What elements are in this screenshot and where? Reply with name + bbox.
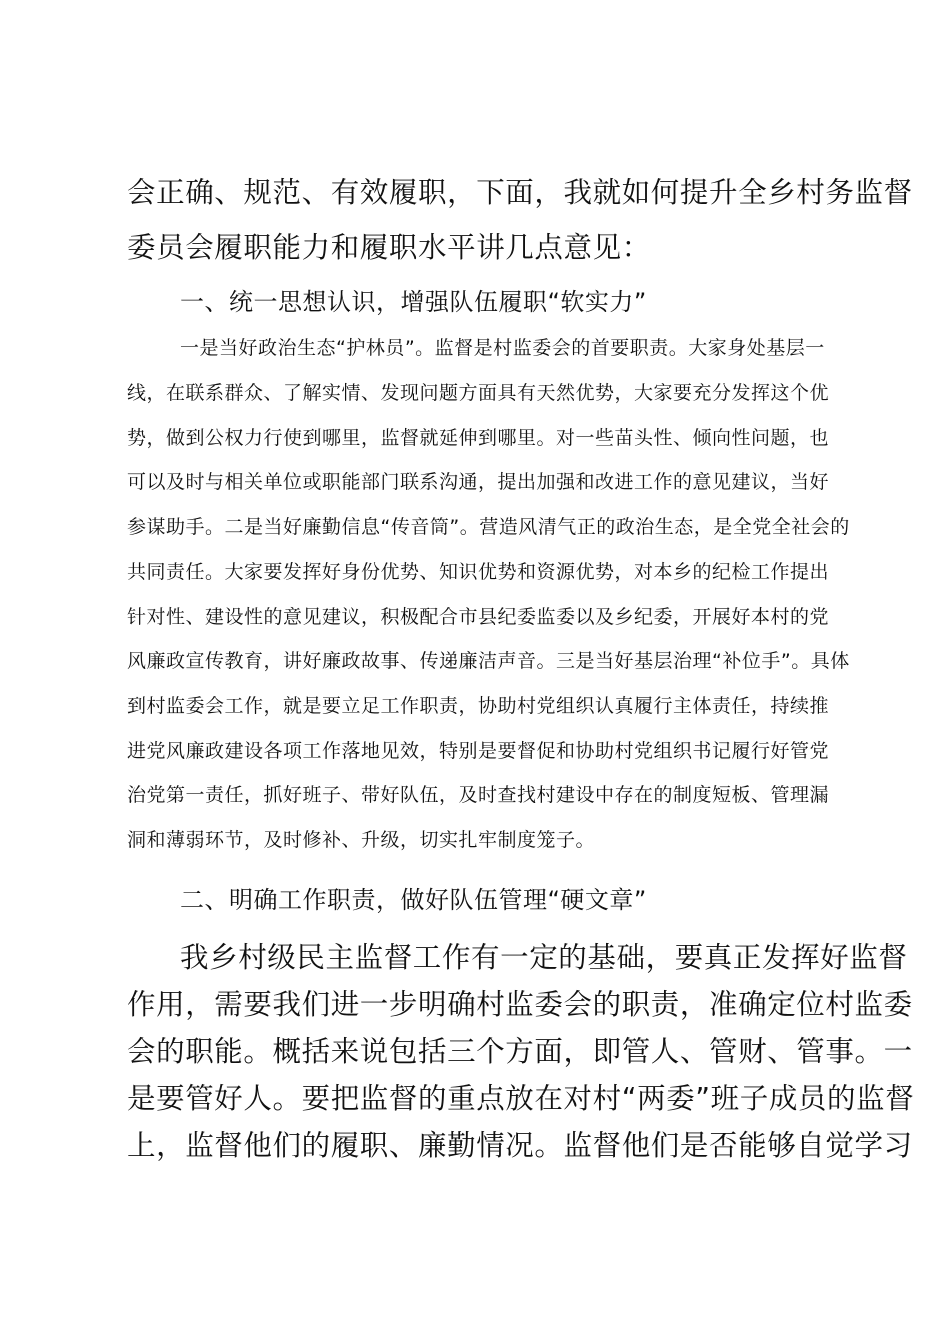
section-1-line-6: 共同责任。大家要发挥好身份优势、知识优势和资源优势，对本乡的纪检工作提出 <box>127 561 830 583</box>
intro-line-2: 委员会履职能力和履职水平讲几点意见： <box>127 231 651 264</box>
section-1-line-8: 风廉政宣传教育，讲好廉政故事、传递廉洁声音。三是当好基层治理“补位手”。具体 <box>127 650 850 672</box>
section-2-line-3: 会的职能。概括来说包括三个方面，即管人、管财、管事。一 <box>127 1035 913 1068</box>
section-1-line-5: 参谋助手。二是当好廉勤信息“传音筒”。营造风清气正的政治生态，是全党全社会的 <box>127 516 850 538</box>
section-1-line-10: 进党风廉政建设各项工作落地见效，特别是要督促和协助村党组织书记履行好管党 <box>127 740 830 762</box>
section-2-line-4: 是要管好人。要把监督的重点放在对村“两委”班子成员的监督 <box>127 1082 915 1115</box>
intro-line-1: 会正确、规范、有效履职，下面，我就如何提升全乡村务监督 <box>127 176 913 209</box>
section-2-heading: 二、明确工作职责，做好队伍管理“硬文章” <box>180 886 647 914</box>
section-1-heading: 一、统一思想认识，增强队伍履职“软实力” <box>180 288 647 316</box>
section-1-line-7: 针对性、建设性的意见建议，积极配合市县纪委监委以及乡纪委，开展好本村的党 <box>127 606 830 628</box>
section-1-line-1: 一是当好政治生态“护林员”。监督是村监委会的首要职责。大家身处基层一 <box>180 337 825 359</box>
section-1-line-2: 线，在联系群众、了解实情、发现问题方面具有天然优势，大家要充分发挥这个优 <box>127 382 830 404</box>
section-2-line-1: 我乡村级民主监督工作有一定的基础，要真正发挥好监督 <box>180 941 908 974</box>
section-1-line-9: 到村监委会工作，就是要立足工作职责，协助村党组织认真履行主体责任，持续推 <box>127 695 830 717</box>
section-1-line-3: 势，做到公权力行使到哪里，监督就延伸到哪里。对一些苗头性、倾向性问题，也 <box>127 427 830 449</box>
section-1-line-4: 可以及时与相关单位或职能部门联系沟通，提出加强和改进工作的意见建议，当好 <box>127 471 830 493</box>
section-2-line-5: 上，监督他们的履职、廉勤情况。监督他们是否能够自觉学习 <box>127 1129 913 1162</box>
section-1-line-12: 洞和薄弱环节，及时修补、升级，切实扎牢制度笼子。 <box>127 829 596 851</box>
section-2-line-2: 作用，需要我们进一步明确村监委会的职责，准确定位村监委 <box>127 988 913 1021</box>
section-1-line-11: 治党第一责任，抓好班子、带好队伍，及时查找村建设中存在的制度短板、管理漏 <box>127 784 830 806</box>
